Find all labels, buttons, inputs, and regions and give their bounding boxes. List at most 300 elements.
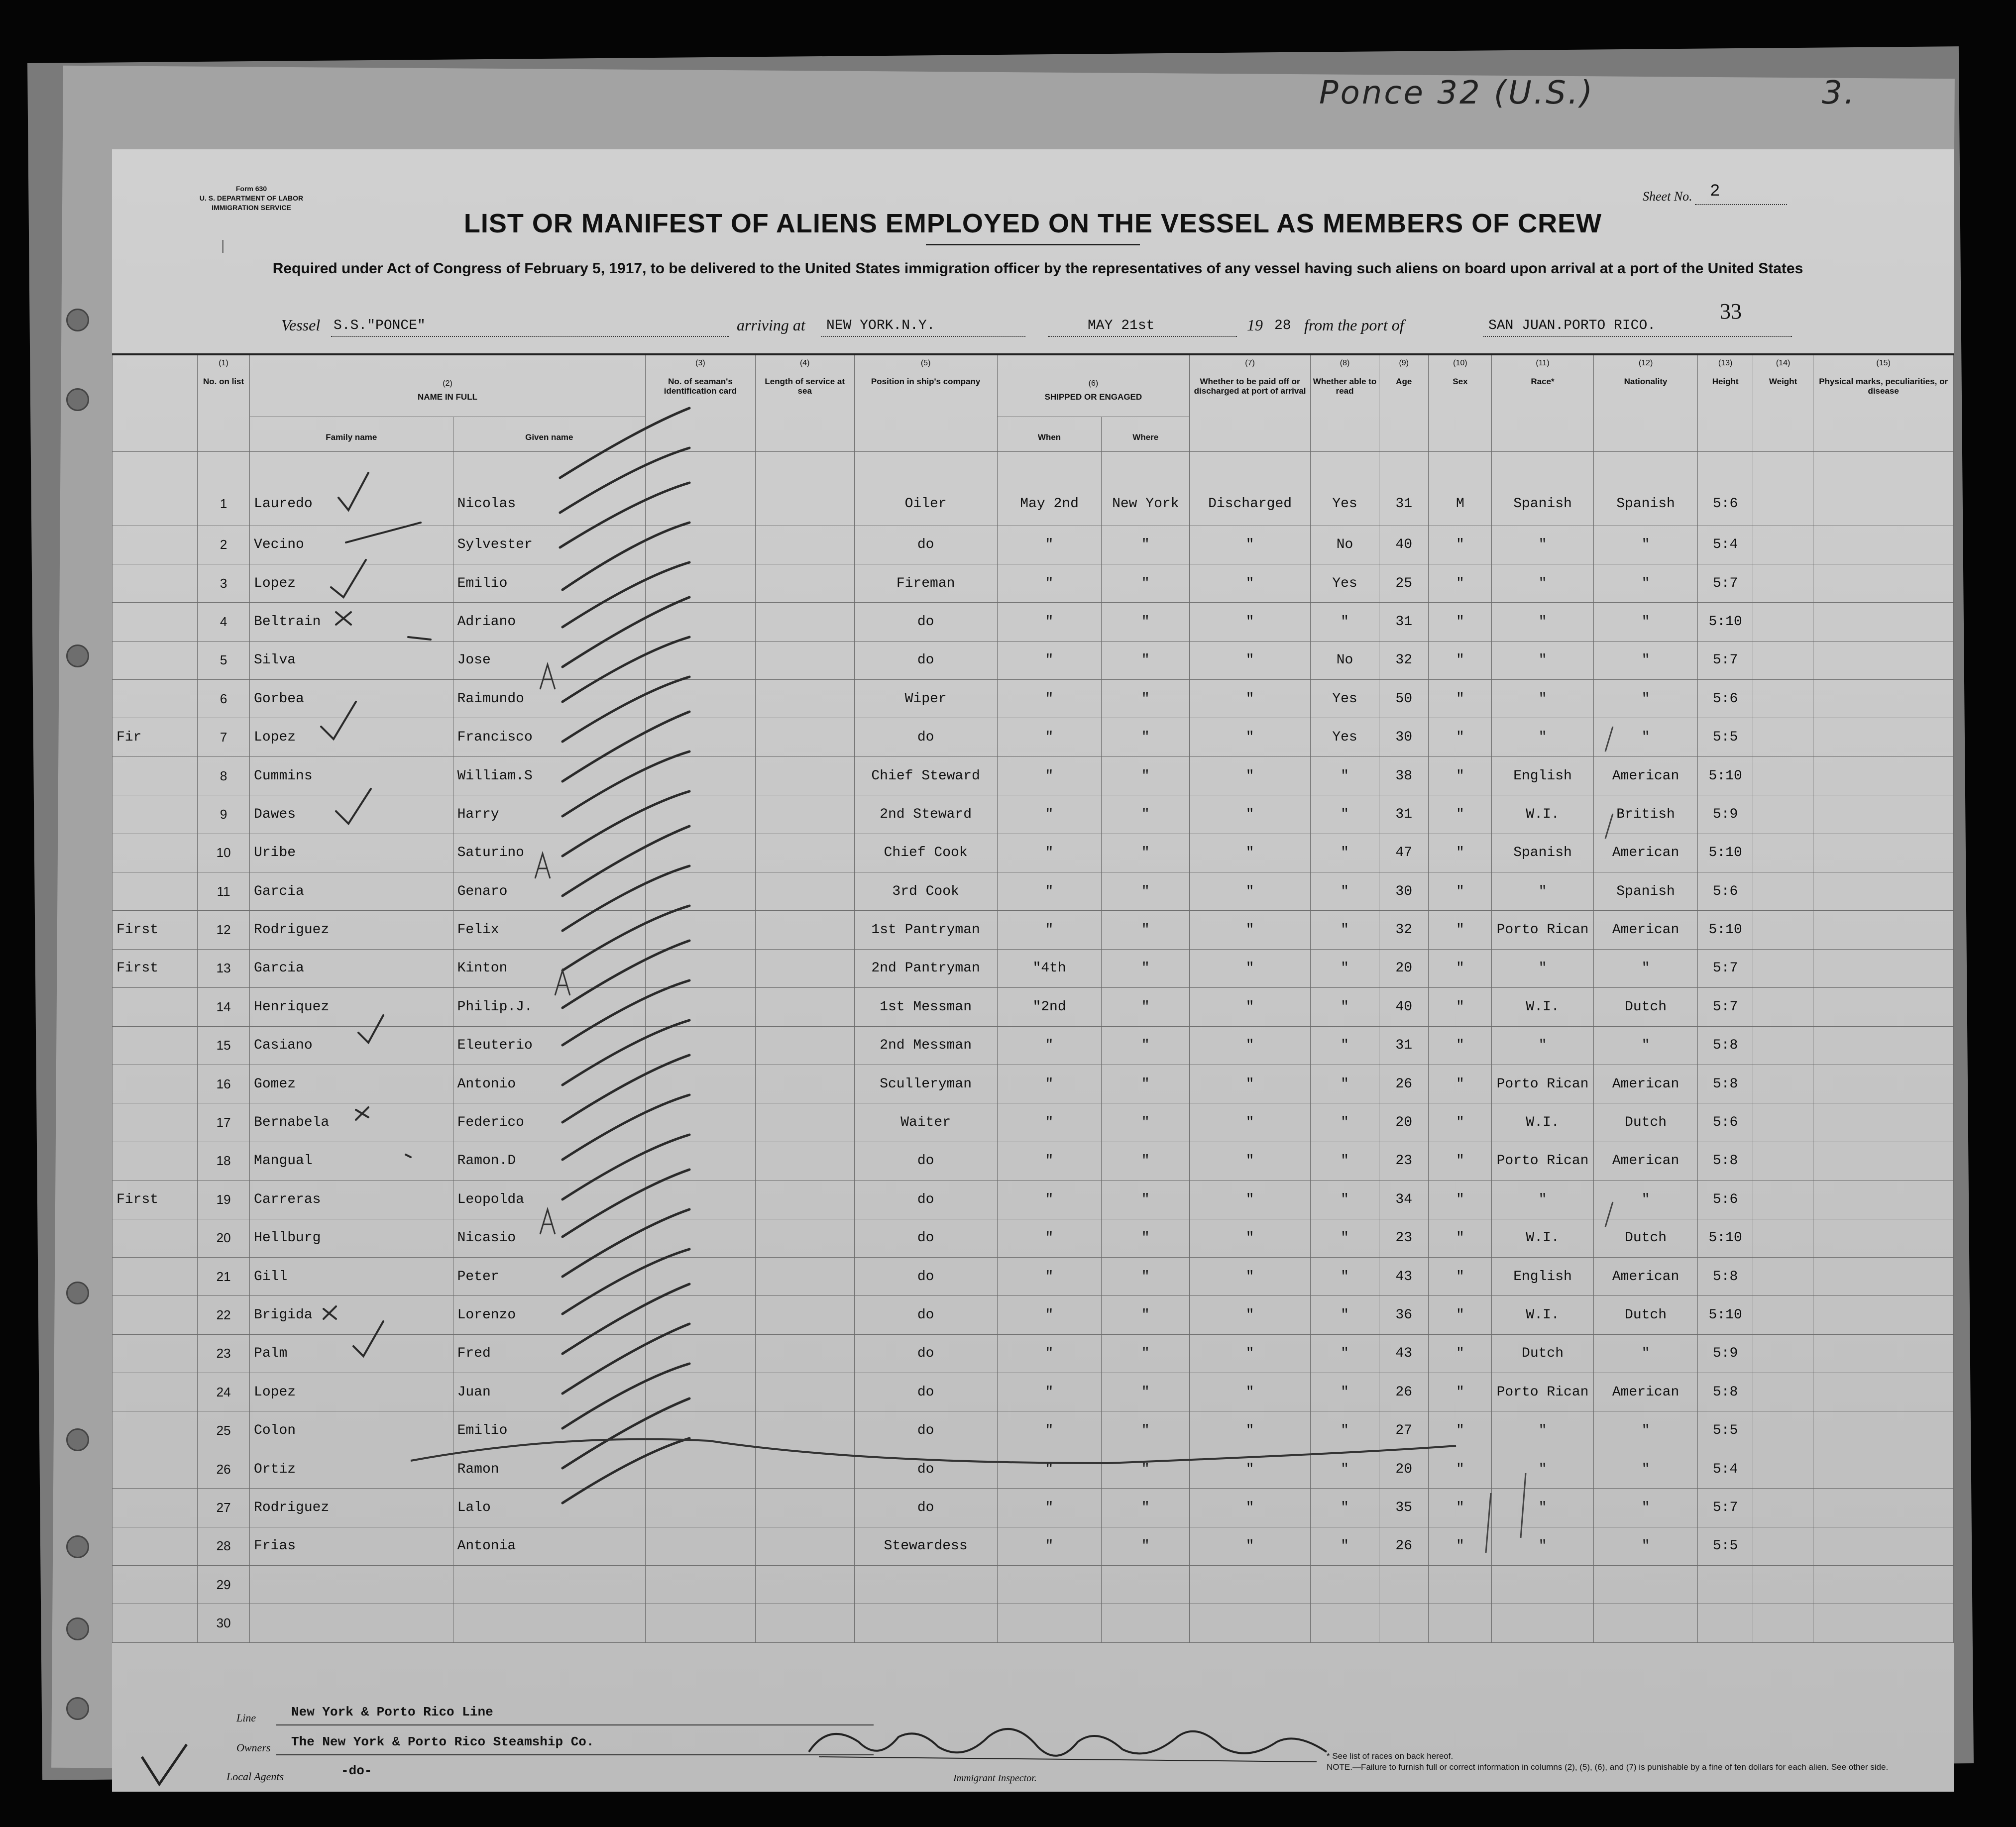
able-to-read (1311, 1566, 1379, 1604)
given-name: Adriano (453, 603, 645, 641)
id-card-cell (646, 680, 756, 718)
paid-off-status: " (1190, 1142, 1311, 1180)
table-row (112, 1142, 1954, 1180)
able-to-read: Yes (1311, 564, 1379, 602)
col-race-header: (11) Race* (1492, 354, 1593, 451)
service-length-cell (755, 795, 854, 834)
row-number: 6 (198, 680, 250, 718)
shipped-when: " (997, 834, 1102, 872)
service-length-cell (755, 1373, 854, 1411)
row-number: 2 (198, 526, 250, 564)
age: 23 (1379, 1142, 1429, 1180)
margin-note (112, 1334, 198, 1373)
id-card-cell (646, 451, 756, 526)
arriving-dotted-line (821, 336, 1025, 337)
family-name: Rodriguez (250, 911, 453, 949)
shipped-where: " (1102, 795, 1190, 834)
table-row (112, 564, 1954, 602)
shipped-when: " (997, 1065, 1102, 1103)
paid-off-status: " (1190, 1411, 1311, 1450)
shipped-where: " (1102, 1026, 1190, 1065)
family-name (250, 1566, 453, 1604)
able-to-read: " (1311, 1257, 1379, 1295)
id-card-cell (646, 1103, 756, 1142)
height: 5:6 (1698, 451, 1753, 526)
shipped-when: " (997, 1142, 1102, 1180)
height: 5:8 (1698, 1026, 1753, 1065)
able-to-read: " (1311, 949, 1379, 987)
paid-off-status: " (1190, 1026, 1311, 1065)
table-row (112, 834, 1954, 872)
able-to-read: No (1311, 526, 1379, 564)
weight-cell (1753, 949, 1813, 987)
race: " (1492, 872, 1593, 911)
nationality: American (1593, 1065, 1698, 1103)
height: 5:7 (1698, 641, 1753, 679)
weight-cell (1753, 1181, 1813, 1219)
age: 35 (1379, 1489, 1429, 1527)
service-length-cell (755, 603, 854, 641)
able-to-read: " (1311, 872, 1379, 911)
age: 30 (1379, 718, 1429, 756)
paid-off-status: " (1190, 641, 1311, 679)
age: 38 (1379, 756, 1429, 795)
sex: " (1429, 834, 1492, 872)
age: 25 (1379, 564, 1429, 602)
weight-cell (1753, 1296, 1813, 1334)
physical-marks-cell (1813, 756, 1954, 795)
family-name: Ortiz (250, 1450, 453, 1488)
height: 5:4 (1698, 1450, 1753, 1488)
id-card-cell (646, 564, 756, 602)
family-name: Frias (250, 1527, 453, 1565)
shipped-when: " (997, 911, 1102, 949)
weight-cell (1753, 718, 1813, 756)
position: do (854, 1334, 997, 1373)
manifest-page (112, 149, 1954, 1792)
family-name: Garcia (250, 872, 453, 911)
race: " (1492, 564, 1593, 602)
able-to-read: " (1311, 1334, 1379, 1373)
shipped-when: " (997, 641, 1102, 679)
family-name: Lopez (250, 1373, 453, 1411)
inspector-signature (799, 1707, 1346, 1782)
able-to-read: " (1311, 1373, 1379, 1411)
given-name: Lorenzo (453, 1296, 645, 1334)
race: Spanish (1492, 834, 1593, 872)
shipped-when: May 2nd (997, 451, 1102, 526)
height: 5:6 (1698, 872, 1753, 911)
height: 5:10 (1698, 603, 1753, 641)
service-length-cell (755, 1604, 854, 1642)
given-name: Fred (453, 1334, 645, 1373)
position: Stewardess (854, 1527, 997, 1565)
position: Waiter (854, 1103, 997, 1142)
given-name: Nicasio (453, 1219, 645, 1257)
shipped-where: " (1102, 1142, 1190, 1180)
physical-marks-cell (1813, 1296, 1954, 1334)
height: 5:6 (1698, 680, 1753, 718)
service-length-cell (755, 1257, 854, 1295)
height: 5:10 (1698, 911, 1753, 949)
age: 43 (1379, 1334, 1429, 1373)
punch-hole (66, 309, 89, 331)
race: " (1492, 603, 1593, 641)
service-length-cell (755, 1026, 854, 1065)
weight-cell (1753, 1103, 1813, 1142)
given-name: Philip.J. (453, 988, 645, 1026)
service-length-cell (755, 988, 854, 1026)
col-read-header: (8) Whether able to read (1311, 354, 1379, 451)
family-name: Rodriguez (250, 1489, 453, 1527)
able-to-read: " (1311, 1026, 1379, 1065)
able-to-read: " (1311, 1219, 1379, 1257)
family-name: Carreras (250, 1181, 453, 1219)
paid-off-status: " (1190, 1296, 1311, 1334)
shipped-when: " (997, 1219, 1102, 1257)
given-name: Jose (453, 641, 645, 679)
table-row (112, 1219, 1954, 1257)
shipped-where: " (1102, 680, 1190, 718)
weight-cell (1753, 834, 1813, 872)
shipped-where: " (1102, 1527, 1190, 1565)
col-shipped-header: (6) SHIPPED OR ENGAGED (997, 354, 1189, 417)
row-number: 20 (198, 1219, 250, 1257)
age: 32 (1379, 641, 1429, 679)
age: 50 (1379, 680, 1429, 718)
physical-marks-cell (1813, 1257, 1954, 1295)
owners-underline (276, 1754, 874, 1755)
shipped-when: " (997, 756, 1102, 795)
margin-note (112, 1142, 198, 1180)
sex: " (1429, 949, 1492, 987)
sex: " (1429, 1373, 1492, 1411)
table-row (112, 949, 1954, 987)
weight-cell (1753, 680, 1813, 718)
able-to-read: " (1311, 1450, 1379, 1488)
given-name: Antonio (453, 1065, 645, 1103)
race: W.I. (1492, 1219, 1593, 1257)
service-length-cell (755, 1065, 854, 1103)
paid-off-status: " (1190, 1334, 1311, 1373)
race: " (1492, 718, 1593, 756)
row-number: 14 (198, 988, 250, 1026)
manifest-grid (112, 353, 1954, 1643)
nationality: Dutch (1593, 1103, 1698, 1142)
from-dotted-line (1483, 336, 1792, 337)
shipped-when: "4th (997, 949, 1102, 987)
physical-marks-cell (1813, 1527, 1954, 1565)
service-length-cell (755, 1450, 854, 1488)
margin-note (112, 834, 198, 872)
physical-marks-cell (1813, 1103, 1954, 1142)
margin-note (112, 451, 198, 526)
row-number: 21 (198, 1257, 250, 1295)
sex (1429, 1604, 1492, 1642)
physical-marks-cell (1813, 603, 1954, 641)
family-name: Colon (250, 1411, 453, 1450)
id-card-cell (646, 526, 756, 564)
able-to-read: " (1311, 834, 1379, 872)
position: do (854, 1411, 997, 1450)
age: 20 (1379, 1450, 1429, 1488)
race: W.I. (1492, 795, 1593, 834)
from-port: SAN JUAN.PORTO RICO. (1488, 318, 1656, 333)
age: 32 (1379, 911, 1429, 949)
height: 5:7 (1698, 1489, 1753, 1527)
given-name: Emilio (453, 564, 645, 602)
row-number: 24 (198, 1373, 250, 1411)
row-number: 8 (198, 756, 250, 795)
physical-marks-cell (1813, 1219, 1954, 1257)
paid-off-status: " (1190, 526, 1311, 564)
shipped-where: " (1102, 1296, 1190, 1334)
page-subtitle: Required under Act of Congress of February 5, 1917, to be delivered to the United States immigration officer by the representatives of any vessel having such aliens on board upon arrival at a port of the United States (272, 260, 1803, 277)
race: Porto Rican (1492, 1142, 1593, 1180)
given-name: Harry (453, 795, 645, 834)
sex: " (1429, 1296, 1492, 1334)
position: do (854, 1219, 997, 1257)
col-physical-marks-header: (15) Physical marks, peculiarities, or disease (1813, 354, 1954, 451)
id-card-cell (646, 1334, 756, 1373)
age: 26 (1379, 1527, 1429, 1565)
col-number-header: (1) No. on list (198, 354, 250, 451)
id-card-cell (646, 1219, 756, 1257)
shipped-where: " (1102, 564, 1190, 602)
arriving-label: arriving at (737, 316, 805, 334)
table-row (112, 911, 1954, 949)
family-name: Lauredo (250, 451, 453, 526)
col-sex-header: (10) Sex (1429, 354, 1492, 451)
row-number: 27 (198, 1489, 250, 1527)
weight-cell (1753, 1026, 1813, 1065)
weight-cell (1753, 756, 1813, 795)
given-name: Federico (453, 1103, 645, 1142)
weight-cell (1753, 988, 1813, 1026)
sex: " (1429, 526, 1492, 564)
position: do (854, 526, 997, 564)
sex: " (1429, 1489, 1492, 1527)
position: do (854, 1373, 997, 1411)
row-number: 16 (198, 1065, 250, 1103)
race: W.I. (1492, 1103, 1593, 1142)
age: 47 (1379, 834, 1429, 872)
footnote-races: * See list of races on back hereof. (1327, 1751, 1454, 1761)
id-card-cell (646, 1527, 756, 1565)
able-to-read: " (1311, 1296, 1379, 1334)
row-number: 17 (198, 1103, 250, 1142)
position: do (854, 603, 997, 641)
position: Sculleryman (854, 1065, 997, 1103)
position: do (854, 718, 997, 756)
family-name: Gill (250, 1257, 453, 1295)
punch-hole (66, 1617, 89, 1640)
sex: " (1429, 1065, 1492, 1103)
able-to-read: " (1311, 1103, 1379, 1142)
height: 5:7 (1698, 988, 1753, 1026)
nationality: Spanish (1593, 451, 1698, 526)
nationality: " (1593, 1411, 1698, 1450)
table-row (112, 526, 1954, 564)
paid-off-status: " (1190, 680, 1311, 718)
agents-label: Local Agents (226, 1770, 284, 1783)
row-number: 5 (198, 641, 250, 679)
weight-cell (1753, 1450, 1813, 1488)
weight-cell (1753, 1411, 1813, 1450)
age: 43 (1379, 1257, 1429, 1295)
margin-note (112, 872, 198, 911)
able-to-read: Yes (1311, 451, 1379, 526)
able-to-read: " (1311, 1065, 1379, 1103)
margin-note: Fir (112, 718, 198, 756)
shipped-when: " (997, 1450, 1102, 1488)
height: 5:5 (1698, 1527, 1753, 1565)
margin-note (112, 1450, 198, 1488)
table-row (112, 1489, 1954, 1527)
height: 5:6 (1698, 1181, 1753, 1219)
table-row (112, 872, 1954, 911)
service-length-cell (755, 526, 854, 564)
punch-hole (66, 388, 89, 411)
physical-marks-cell (1813, 451, 1954, 526)
row-number: 12 (198, 911, 250, 949)
position: Chief Cook (854, 834, 997, 872)
age: 34 (1379, 1181, 1429, 1219)
age: 20 (1379, 949, 1429, 987)
margin-note (112, 680, 198, 718)
row-number: 26 (198, 1450, 250, 1488)
able-to-read: " (1311, 1489, 1379, 1527)
date-dotted-line (1048, 336, 1237, 337)
shipped-when: " (997, 1103, 1102, 1142)
race: W.I. (1492, 1296, 1593, 1334)
punch-hole (66, 1697, 89, 1720)
id-card-cell (646, 756, 756, 795)
id-card-cell (646, 603, 756, 641)
row-number: 11 (198, 872, 250, 911)
shipped-where: " (1102, 1489, 1190, 1527)
col-when-header: When (997, 417, 1102, 451)
position: do (854, 1181, 997, 1219)
arrival-date: MAY 21st (1088, 318, 1155, 333)
position: do (854, 641, 997, 679)
height (1698, 1566, 1753, 1604)
shipped-when: "2nd (997, 988, 1102, 1026)
race: " (1492, 1527, 1593, 1565)
height: 5:10 (1698, 1296, 1753, 1334)
race: " (1492, 641, 1593, 679)
sex: " (1429, 564, 1492, 602)
physical-marks-cell (1813, 1411, 1954, 1450)
paid-off-status: " (1190, 1065, 1311, 1103)
service-name: IMMIGRATION SERVICE (212, 204, 291, 212)
position: Chief Steward (854, 756, 997, 795)
row-number: 18 (198, 1142, 250, 1180)
paid-off-status: " (1190, 872, 1311, 911)
nationality: American (1593, 756, 1698, 795)
shipped-when: " (997, 526, 1102, 564)
page-title: LIST OR MANIFEST OF ALIENS EMPLOYED ON THE VESSEL AS MEMBERS OF CREW (463, 209, 1602, 238)
weight-cell (1753, 795, 1813, 834)
able-to-read: " (1311, 988, 1379, 1026)
age: 31 (1379, 795, 1429, 834)
height: 5:10 (1698, 834, 1753, 872)
service-length-cell (755, 1566, 854, 1604)
footer-check-mark (137, 1742, 197, 1792)
physical-marks-cell (1813, 834, 1954, 872)
service-length-cell (755, 1103, 854, 1142)
table-row (112, 718, 1954, 756)
paid-off-status: " (1190, 834, 1311, 872)
weight-cell (1753, 1142, 1813, 1180)
weight-cell (1753, 1489, 1813, 1527)
shipped-when: " (997, 1026, 1102, 1065)
row-number: 29 (198, 1566, 250, 1604)
given-name (453, 1566, 645, 1604)
row-number: 19 (198, 1181, 250, 1219)
shipped-where (1102, 1566, 1190, 1604)
given-name: Peter (453, 1257, 645, 1295)
paid-off-status: " (1190, 756, 1311, 795)
nationality: American (1593, 1257, 1698, 1295)
sex: " (1429, 718, 1492, 756)
margin-note (112, 1566, 198, 1604)
given-name: Nicolas (453, 451, 645, 526)
position: 1st Messman (854, 988, 997, 1026)
physical-marks-cell (1813, 1026, 1954, 1065)
margin-note (112, 1026, 198, 1065)
race: " (1492, 526, 1593, 564)
id-card-cell (646, 1489, 756, 1527)
position: do (854, 1489, 997, 1527)
sex: " (1429, 911, 1492, 949)
nationality: " (1593, 680, 1698, 718)
able-to-read: " (1311, 1527, 1379, 1565)
margin-note (112, 1257, 198, 1295)
family-name: Palm (250, 1334, 453, 1373)
sex: " (1429, 988, 1492, 1026)
sex: " (1429, 1181, 1492, 1219)
family-name: Lopez (250, 564, 453, 602)
shipped-when: " (997, 1373, 1102, 1411)
height: 5:9 (1698, 795, 1753, 834)
punch-hole (66, 1428, 89, 1451)
able-to-read: " (1311, 1411, 1379, 1450)
paid-off-status: " (1190, 1103, 1311, 1142)
sex: " (1429, 1103, 1492, 1142)
table-row (112, 1411, 1954, 1450)
family-name: Mangual (250, 1142, 453, 1180)
position (854, 1566, 997, 1604)
shipped-where: " (1102, 1103, 1190, 1142)
table-row (112, 1604, 1954, 1642)
id-card-cell (646, 718, 756, 756)
margin-note: First (112, 911, 198, 949)
row-number: 30 (198, 1604, 250, 1642)
age: 26 (1379, 1065, 1429, 1103)
shipped-where: " (1102, 1181, 1190, 1219)
family-name: Beltrain (250, 603, 453, 641)
paid-off-status: " (1190, 988, 1311, 1026)
margin-note (112, 756, 198, 795)
id-card-cell (646, 1257, 756, 1295)
col-given-name-header: Given name (453, 417, 645, 451)
shipped-when: " (997, 1334, 1102, 1373)
margin-note (112, 1411, 198, 1450)
family-name: Dawes (250, 795, 453, 834)
col-paid-off-header: (7) Whether to be paid off or discharged at port of arrival (1190, 354, 1311, 451)
row-number: 15 (198, 1026, 250, 1065)
